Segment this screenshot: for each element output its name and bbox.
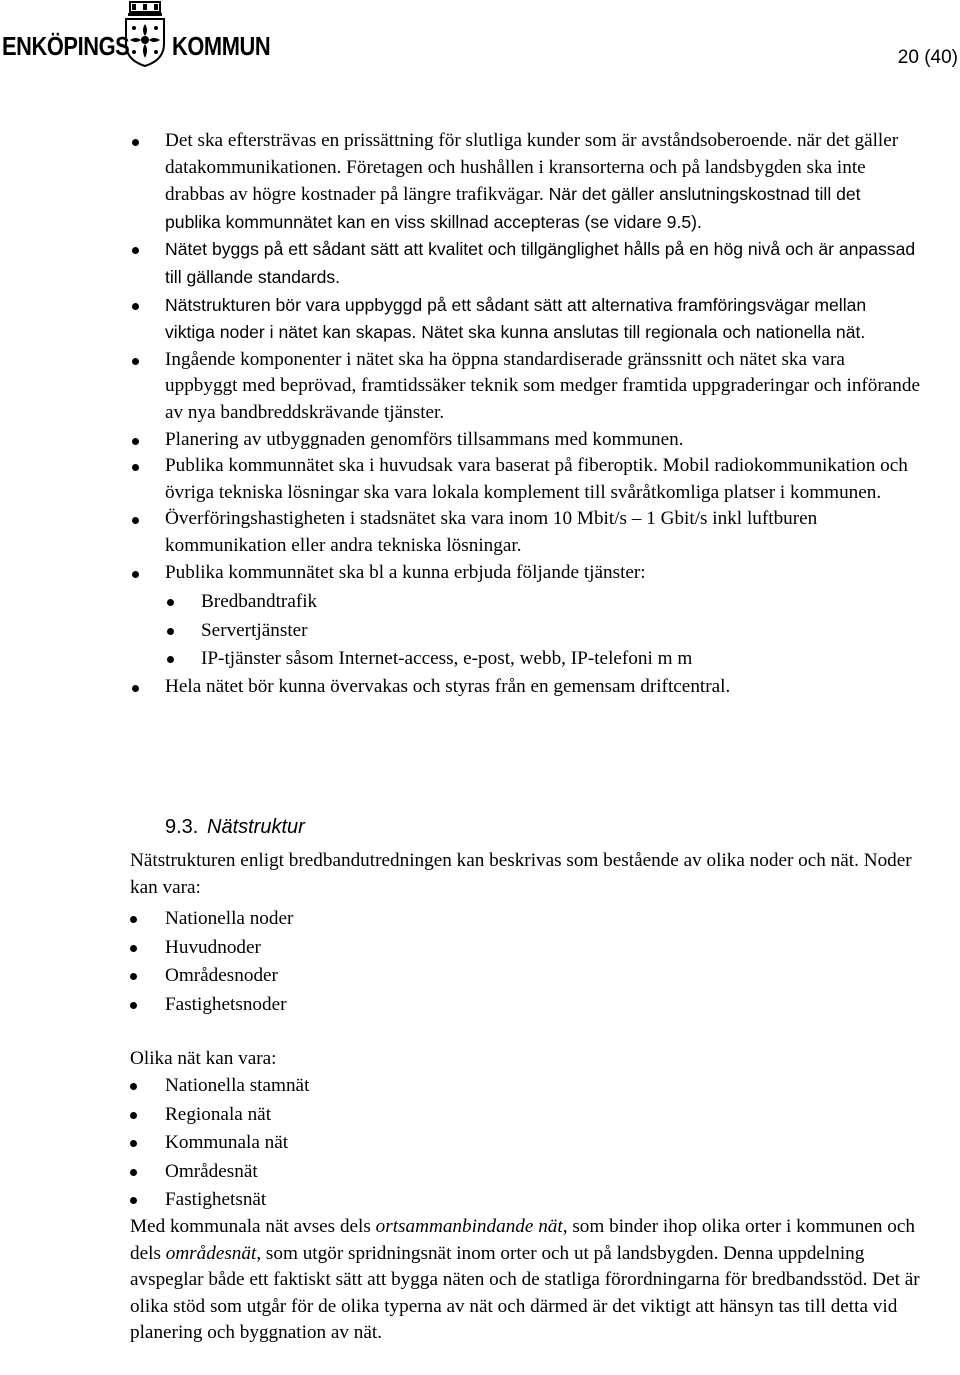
- list-item-text: Områdesnät: [165, 1160, 258, 1182]
- list-item-text: Regionala nät: [165, 1103, 272, 1125]
- list-item: [0, 236, 960, 291]
- bullet-icon: [132, 571, 139, 578]
- list-item-text: Fastighetsnät: [165, 1189, 267, 1211]
- list-item: [0, 1158, 960, 1187]
- sub-list-item-text: IP-tjänster såsom Internet-access, e-post, webb, IP-telefoni m m: [201, 648, 693, 670]
- networks-intro: Olika nät kan vara:: [130, 1048, 277, 1069]
- list-item-text-sans: Nätet byggs på ett sådant sätt att kvalitet och tillgänglighet hålls på en hög nivå och är anpassad till gällande standards.: [165, 239, 916, 287]
- closing-paragraph: [130, 1214, 920, 1347]
- section-title: Nätstruktur: [207, 816, 305, 838]
- bullet-icon: [132, 247, 139, 254]
- node-list: [0, 905, 960, 1019]
- list-item-text: Kommunala nät: [165, 1132, 289, 1154]
- list-item: [0, 560, 960, 674]
- bullet-icon: [130, 1169, 137, 1176]
- bullet-icon: [130, 1083, 137, 1090]
- list-item: [0, 991, 960, 1020]
- section-number: 9.3.: [165, 816, 199, 838]
- closing-text: Med kommunala nät avses dels: [130, 1216, 376, 1237]
- sub-list-item: [165, 645, 920, 674]
- sub-list-item: [165, 617, 920, 646]
- bullet-icon: [132, 464, 139, 471]
- list-item-text: Publika kommunnätet ska i huvudsak vara baserat på fiberoptik. Mobil radiokommunikation och övriga tekniska lösningar ska vara lokala komplement till svåråtkomliga platser i kommunen.: [165, 455, 908, 503]
- section-intro: Nätstrukturen enligt bredbandutredningen kan beskrivas som bestående av olika noder och nät. Noder kan vara:: [130, 850, 912, 898]
- list-item: [0, 1101, 960, 1130]
- bullet-icon: [132, 685, 139, 692]
- list-item-text: Hela nätet bör kunna övervakas och styras från en gemensam driftcentral.: [165, 675, 731, 697]
- list-item: [0, 934, 960, 963]
- bullet-icon: [167, 656, 174, 663]
- list-item-text: Nätstrukturen bör vara uppbyggd på ett sådant sätt att alternativa framföringsvägar mellan viktiga noder i nätet kan skapas. Nätet ska kunna anslutas till regionala och nationella nät.: [165, 294, 867, 343]
- bullet-icon: [132, 139, 139, 146]
- list-item: [0, 1186, 960, 1215]
- list-item-text: Det ska eftersträvas en prissättning för slutliga kunder som är avståndsoberoende. när det gäller datakommunikationen. Företagen och hushållen i kransorterna och på landsbygden ska inte drabbas av högre kostnader på längre trafikvägar.: [165, 130, 899, 206]
- list-item: [0, 506, 960, 559]
- list-item: [0, 905, 960, 934]
- list-item-text: Fastighetsnoder: [165, 993, 287, 1015]
- bullet-icon: [130, 1002, 137, 1009]
- list-item-text: Huvudnoder: [165, 936, 261, 958]
- coat-of-arms-icon: [118, 0, 172, 68]
- page-header: [0, 0, 960, 100]
- list-item-text: Ingående komponenter i nätet ska ha öppna standardiserade gränssnitt och nätet ska vara uppbyggt med beprövad, framtidssäker teknik som medger framtida uppgraderingar och införande av nya bandbreddskrävande tjänster.: [165, 348, 921, 423]
- bullet-icon: [132, 358, 139, 365]
- bullet-icon: [130, 916, 137, 923]
- closing-text: , som binder ihop olika orter i kommunen och dels: [130, 1216, 915, 1264]
- sub-list-item-text: Servertjänster: [201, 619, 308, 641]
- requirements-list: [0, 128, 960, 700]
- list-item-text-sans: När det gäller anslutningskostnad till det publika kommunnätet kan en viss skillnad accepteras (se vidare 9.5).: [165, 184, 861, 232]
- list-item-text: Nationella noder: [165, 908, 294, 929]
- municipality-logo: [0, 0, 280, 70]
- bullet-icon: [167, 599, 174, 606]
- list-item-text: Planering av utbyggnaden genomförs tillsammans med kommunen.: [165, 428, 684, 450]
- bullet-icon: [130, 973, 137, 980]
- bullet-icon: [132, 303, 139, 310]
- bullet-icon: [130, 1112, 137, 1119]
- bullet-icon: [132, 438, 139, 445]
- list-item: [0, 1129, 960, 1158]
- sub-list-item: [165, 588, 920, 617]
- closing-text: , som utgör spridningsnät inom orter och ut på landsbygden. Denna uppdelning avspeglar både ett faktiskt sätt att bygga näten och de statliga förordningarna för bredbandsstöd. Det är olika stöd som utgår för de olika typerna av nät och därmed är det viktigt att hänsyn tas till detta vid planering och byggnation av nät.: [130, 1242, 920, 1344]
- bullet-icon: [167, 628, 174, 635]
- list-item: [0, 1072, 960, 1101]
- closing-emphasis: ortsammanbindande nät: [375, 1216, 563, 1237]
- list-item: [0, 292, 960, 347]
- list-item: [0, 962, 960, 991]
- section-heading: [165, 816, 305, 839]
- list-item: [0, 674, 960, 701]
- list-item: [0, 347, 960, 427]
- bullet-icon: [130, 1197, 137, 1204]
- list-item-text: Områdesnoder: [165, 965, 278, 987]
- page-number: 20 (40): [897, 47, 958, 68]
- sub-list-item-text: Bredbandtrafik: [201, 591, 318, 613]
- bullet-icon: [130, 945, 137, 952]
- bullet-icon: [132, 517, 139, 524]
- bullet-icon: [130, 1140, 137, 1147]
- list-item: [0, 128, 960, 236]
- network-list: [0, 1072, 960, 1215]
- list-item-text: Nationella stamnät: [165, 1075, 310, 1096]
- logo-text-right: KOMMUN: [172, 31, 271, 61]
- closing-emphasis: områdesnät: [165, 1242, 257, 1264]
- list-item: [0, 427, 960, 454]
- list-item-text: Överföringshastigheten i stadsnätet ska vara inom 10 Mbit/s – 1 Gbit/s inkl luftburen kommunikation eller andra tekniska lösningar.: [165, 508, 818, 556]
- list-item: [0, 453, 960, 506]
- logo-text-left: ENKÖPINGS: [2, 31, 130, 61]
- list-item-text: Publika kommunnätet ska bl a kunna erbjuda följande tjänster:: [165, 561, 646, 583]
- services-list: [165, 588, 920, 674]
